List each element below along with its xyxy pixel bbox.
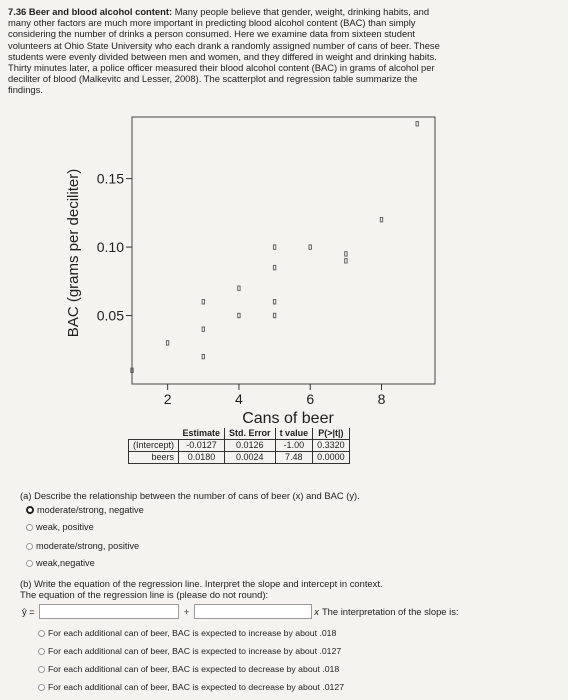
slope-option-2[interactable] [38, 646, 341, 656]
problem-line: many other factors are much more important in predicting blood alcohol content (BAC) than simply [8, 17, 416, 29]
scatter-point-9 [273, 300, 275, 304]
radio-selected-icon[interactable] [26, 506, 34, 514]
regression-equation-row [22, 604, 459, 619]
option-label: For each additional can of beer, BAC is expected to decrease by about .018 [48, 664, 340, 674]
slope-option-1[interactable] [38, 628, 336, 638]
table-cell: -1.00 [275, 440, 313, 452]
option-moderate-strong-negative[interactable] [26, 505, 144, 515]
intercept-input[interactable] [39, 604, 179, 619]
option-weak-positive[interactable] [26, 522, 94, 532]
table-header-cell [129, 428, 179, 440]
slope-interpretation-prompt: The interpretation of the slope is: [321, 606, 459, 617]
table-cell: 0.0126 [225, 440, 276, 452]
y-tick-label: 0.05 [96, 307, 124, 324]
problem-line: findings. [8, 84, 43, 96]
problem-line: Many people believe that gender, weight, drinking habits, and [174, 6, 430, 17]
table-header-cell: t value [275, 428, 313, 440]
plot-area-border [132, 117, 435, 384]
table-cell: 0.0024 [225, 452, 276, 464]
x-tick-label: 6 [306, 391, 315, 407]
table-cell: beers [129, 452, 179, 464]
scatter-points [131, 122, 419, 373]
scatter-point-5 [202, 300, 204, 304]
scatter-point-8 [273, 313, 275, 317]
table-header-cell: Estimate [182, 428, 221, 438]
slope-option-4[interactable] [38, 682, 344, 692]
slope-option-3[interactable] [38, 664, 339, 674]
table-header-cell: Std. Error [225, 428, 276, 440]
problem-line: considering the number of drinks a person consumed. Here we examine data from sixteen student [8, 28, 415, 40]
option-weak-negative[interactable] [26, 558, 95, 568]
problem-title: Beer and blood alcohol content: [28, 6, 173, 17]
scatter-point-16 [416, 122, 418, 126]
part-b-instruction: The equation of the regression line is (please do not round): [20, 589, 269, 600]
option-label: For each additional can of beer, BAC is expected to increase by about .0127 [48, 646, 342, 656]
scatterplot [60, 113, 460, 428]
yhat-label: ŷ = [22, 606, 35, 617]
option-label: moderate/strong, positive [36, 541, 140, 551]
option-label: weak, positive [36, 522, 94, 532]
x-tick-label: 8 [377, 391, 386, 407]
slope-input[interactable] [194, 604, 312, 619]
radio-icon[interactable] [38, 666, 45, 673]
scatter-point-7 [238, 286, 240, 290]
scatter-point-2 [166, 341, 168, 345]
table-cell: 0.0180 [179, 452, 225, 464]
table-cell: (Intercept) [129, 440, 179, 452]
table-header-cell: P(>|t|) [313, 428, 350, 440]
x-symbol: x [314, 606, 319, 617]
part-a-question: (a) Describe the relationship between the number of cans of beer (x) and BAC (y). [20, 490, 360, 501]
radio-icon[interactable] [38, 630, 45, 637]
problem-line: deciliter of blood (Malkevitc and Lesser, 2008). The scatterplot and regression table summarize the [8, 73, 418, 85]
option-label: weak,negative [36, 558, 95, 568]
scatter-point-15 [380, 218, 382, 222]
radio-icon[interactable] [26, 543, 33, 550]
table-row [129, 440, 350, 452]
option-label: For each additional can of beer, BAC is expected to decrease by about .0127 [48, 682, 345, 692]
x-ticks [164, 384, 386, 407]
table-cell: 0.0000 [313, 452, 350, 464]
regression-table [128, 428, 350, 464]
option-moderate-strong-positive[interactable] [26, 541, 139, 551]
part-b-question: (b) Write the equation of the regression line. Interpret the slope and intercept in context. [20, 578, 383, 589]
radio-icon[interactable] [38, 648, 45, 655]
x-axis-label: Cans of beer [242, 410, 334, 427]
x-tick-label: 4 [235, 391, 243, 407]
plus-sign: + [183, 606, 190, 617]
scatter-point-14 [345, 252, 347, 256]
scatter-point-6 [238, 313, 240, 317]
option-label: For each additional can of beer, BAC is expected to increase by about .018 [48, 628, 337, 638]
radio-icon[interactable] [26, 560, 33, 567]
scatter-point-10 [273, 265, 275, 269]
radio-icon[interactable] [26, 524, 33, 531]
scatter-point-12 [309, 245, 311, 249]
table-cell: -0.0127 [179, 440, 225, 452]
table-cell: 7.48 [275, 452, 313, 464]
scatter-point-11 [273, 245, 275, 249]
scatter-point-13 [345, 259, 347, 263]
table-cell: 0.3320 [313, 440, 350, 452]
scatter-point-3 [202, 354, 204, 358]
radio-icon[interactable] [38, 684, 45, 691]
problem-line: Thirty minutes later, a police officer measured their blood alcohol content (BAC) in grams of alcohol per [8, 62, 435, 74]
x-tick-label: 2 [163, 391, 172, 407]
table-header-row [129, 428, 350, 440]
table-row [129, 452, 350, 464]
y-axis-label: BAC (grams per deciliter) [65, 168, 82, 338]
problem-line: students were evenly divided between men and women, and they differed in weight and drinking habits. [8, 50, 437, 62]
problem-line: volunteers at Ohio State University who each drank a randomly assigned number of cans of beer. These [8, 39, 440, 51]
y-tick-label: 0.15 [96, 170, 124, 187]
problem-number: 7.36 [8, 6, 27, 17]
scatter-point-4 [202, 327, 204, 331]
y-tick-label: 0.10 [96, 239, 124, 256]
option-label: moderate/strong, negative [37, 505, 144, 515]
y-ticks [97, 171, 132, 324]
problem-statement [8, 6, 548, 96]
